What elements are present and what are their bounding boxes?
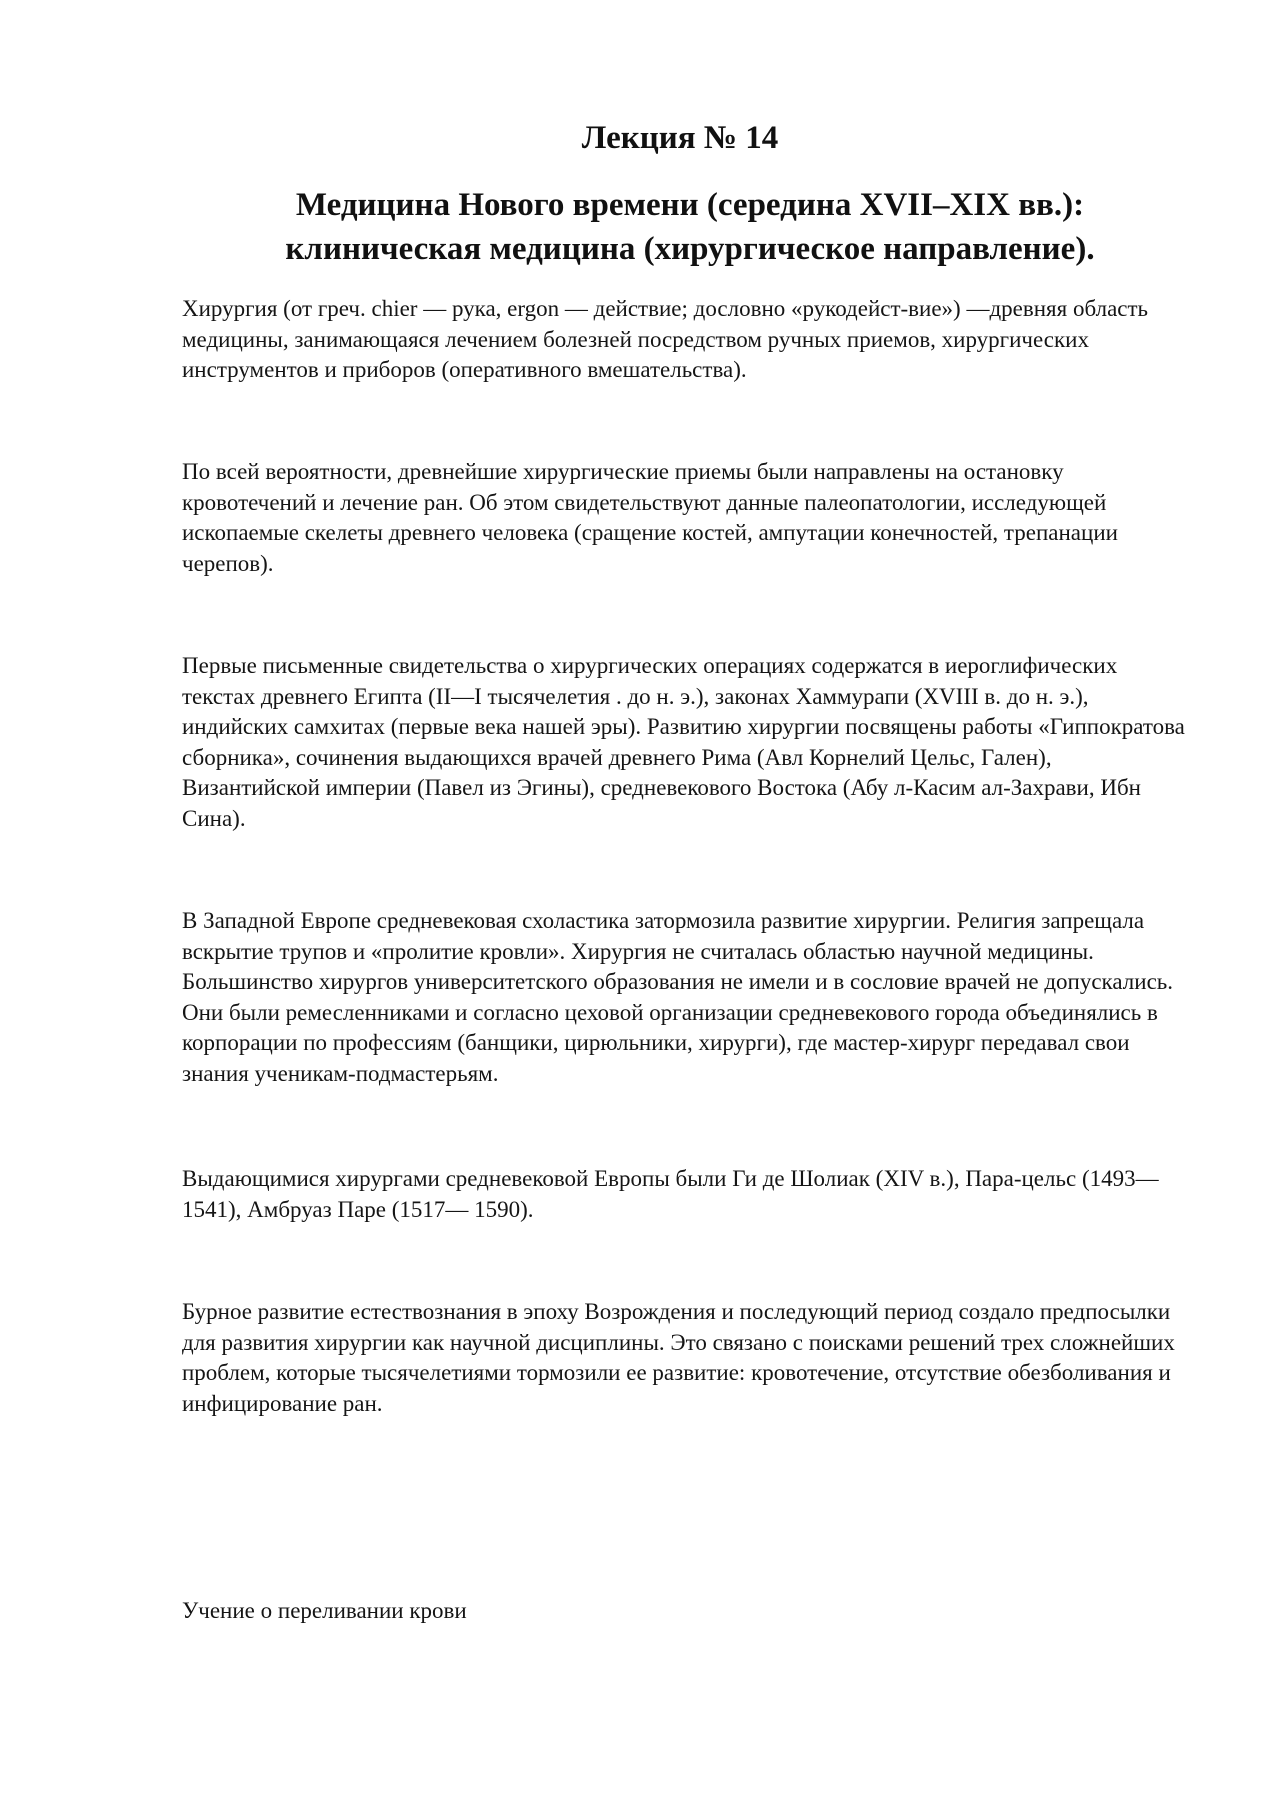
lecture-number-heading: Лекция № 14: [581, 120, 779, 156]
paragraph-notable-surgeons: Выдающимися хирургами средневековой Европы были Ги де Шолиак (XIV в.), Пара-цельс (1493—1541), Амбруаз Паре (1517— 1590).: [182, 1166, 1159, 1222]
section-heading-blood-transfusion: Учение о переливании крови: [182, 1598, 467, 1623]
paragraph-western-europe: В Западной Европе средневековая схоластика затормозила развитие хирургии. Религия запрещала вскрытие трупов и «пролитие кровли». Хирургия не считалась областью научной медицины. Большинство хирургов университетского образования не имели и в сословие врачей не допускались. Они были ремесленниками и согласно цеховой организации средневекового города объединялись в корпорации по профессиям (банщики, цирюльники, хирурги), где мастер-хирург передавал свои знания ученикам-подмастерьям.: [182, 908, 1174, 1086]
lecture-title-line-2: клиническая медицина (хирургическое направление).: [285, 231, 1095, 267]
paragraph-surgery-definition: Хирургия (от греч. chier — рука, ergon — действие; дословно «рукодейст-вие») —древняя область медицины, занимающаяся лечением болезней посредством ручных приемов, хирургических инструментов и приборов (оперативного вмешательства).: [182, 296, 1149, 382]
lecture-title: [50, 183, 1280, 271]
lecture-title-line-1: Медицина Нового времени (середина XVII–XIX вв.):: [295, 187, 1085, 223]
paragraph-written-evidence: Первые письменные свидетельства о хирургических операциях содержатся в иероглифических текстах древнего Египта (II—I тысячелетия . до н. э.), законах Хаммурапи (XVIII в. до н. э.), индийских самхитах (первые века нашей эры). Развитию хирургии посвящены работы «Гиппократова сборника», сочинения выдающихся врачей древнего Рима (Авл Корнелий Цельс, Гален), Византийской империи (Павел из Эгины), средневекового Востока (Абу л-Касим ал-Захрави, Ибн Сина).: [182, 653, 1185, 831]
paragraph-renaissance-development: Бурное развитие естествознания в эпоху Возрождения и последующий период создало предпосылки для развития хирургии как научной дисциплины. Это связано с поисками решений трех сложнейших проблем, которые тысячелетиями тормозили ее развитие: кровотечение, отсутствие обезболивания и инфицирование ран.: [182, 1299, 1175, 1416]
paragraph-ancient-practices: По всей вероятности, древнейшие хирургические приемы были направлены на остановку кровотечений и лечение ран. Об этом свидетельствуют данные палеопатологии, исследующей ископаемые скелеты древнего человека (сращение костей, ампутации конечностей, трепанации черепов).: [182, 459, 1118, 576]
